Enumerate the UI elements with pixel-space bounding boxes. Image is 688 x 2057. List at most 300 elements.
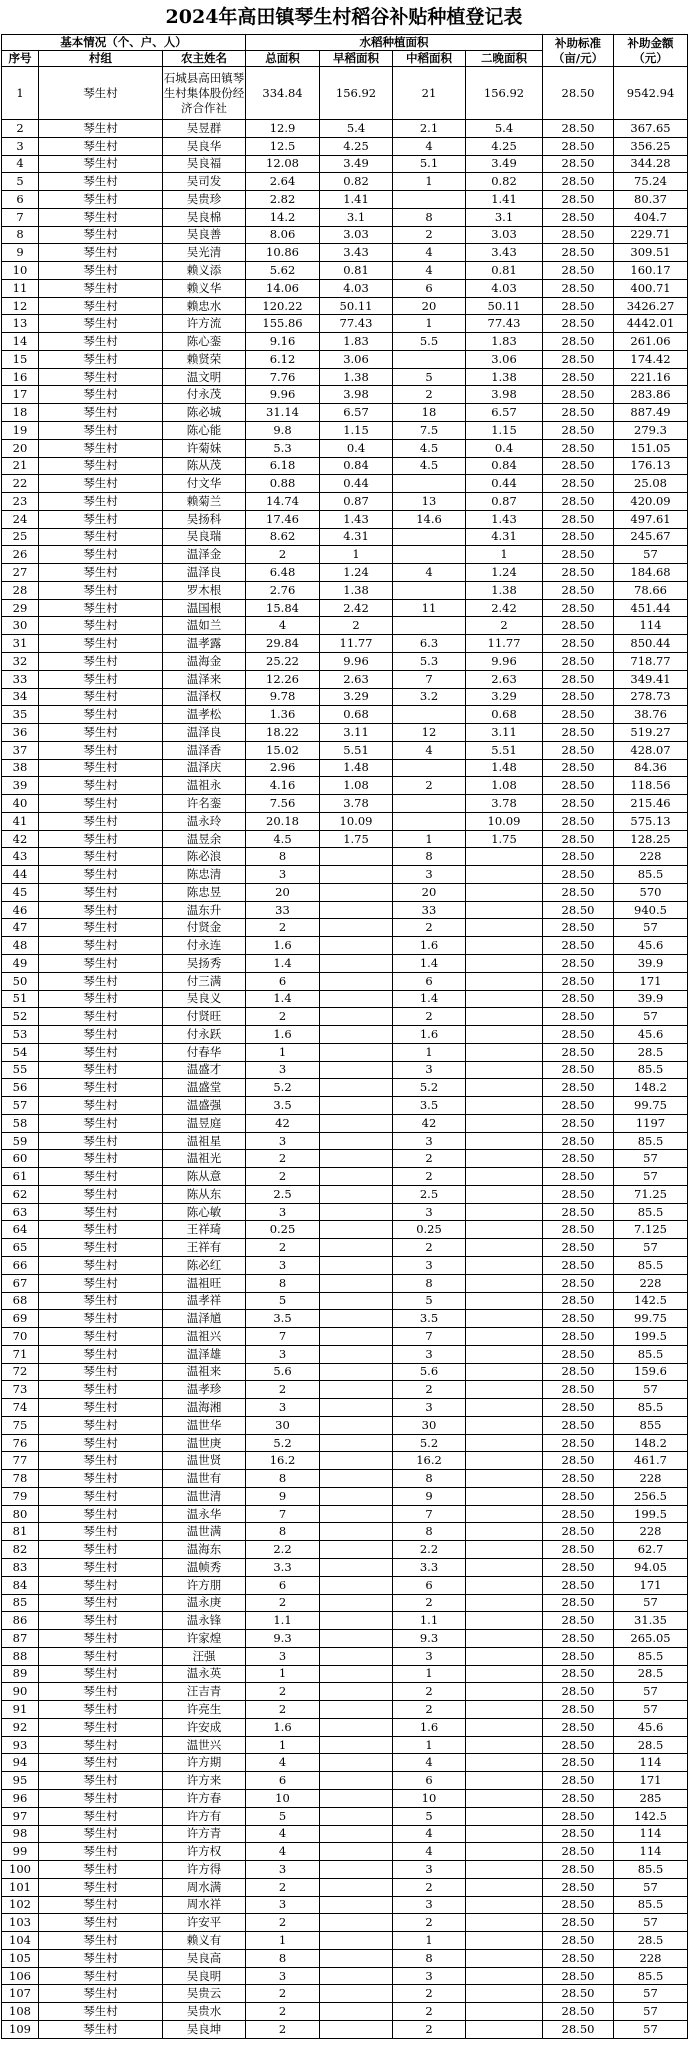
cell-mid-area: 3 bbox=[393, 1061, 466, 1079]
table-row bbox=[2, 1487, 688, 1505]
cell-early-area: 5.4 bbox=[320, 120, 393, 138]
cell-no: 61 bbox=[2, 1168, 39, 1186]
cell-subsidy-amount: 118.56 bbox=[614, 777, 688, 795]
cell-late-area bbox=[466, 1185, 543, 1203]
cell-farmer-name: 温孝祥 bbox=[163, 1292, 246, 1310]
cell-early-area: 3.98 bbox=[320, 386, 393, 404]
cell-group: 琴生村 bbox=[39, 635, 163, 653]
cell-subsidy-standard: 28.50 bbox=[543, 546, 614, 564]
cell-subsidy-amount: 283.86 bbox=[614, 386, 688, 404]
cell-late-area: 2.42 bbox=[466, 599, 543, 617]
cell-farmer-name: 汪强 bbox=[163, 1647, 246, 1665]
cell-group: 琴生村 bbox=[39, 564, 163, 582]
cell-farmer-name: 温世满 bbox=[163, 1523, 246, 1541]
cell-late-area: 4.03 bbox=[466, 279, 543, 297]
cell-no: 46 bbox=[2, 901, 39, 919]
cell-total-area: 30 bbox=[246, 1416, 320, 1434]
cell-mid-area: 5.1 bbox=[393, 155, 466, 173]
cell-total-area: 2 bbox=[246, 2003, 320, 2021]
cell-mid-area: 2 bbox=[393, 1914, 466, 1932]
cell-total-area: 6 bbox=[246, 972, 320, 990]
cell-group: 琴生村 bbox=[39, 244, 163, 262]
cell-total-area: 3 bbox=[246, 866, 320, 884]
cell-mid-area: 9.3 bbox=[393, 1630, 466, 1648]
table-row bbox=[2, 1932, 688, 1950]
cell-subsidy-standard: 28.50 bbox=[543, 1008, 614, 1026]
cell-no: 28 bbox=[2, 581, 39, 599]
cell-subsidy-amount: 28.5 bbox=[614, 1665, 688, 1683]
cell-early-area bbox=[320, 1079, 393, 1097]
cell-group: 琴生村 bbox=[39, 1985, 163, 2003]
cell-subsidy-standard: 28.50 bbox=[543, 1541, 614, 1559]
cell-mid-area: 3.2 bbox=[393, 688, 466, 706]
cell-mid-area: 8 bbox=[393, 1523, 466, 1541]
table-row bbox=[2, 1452, 688, 1470]
cell-early-area bbox=[320, 1861, 393, 1879]
cell-total-area: 7.56 bbox=[246, 795, 320, 813]
cell-subsidy-amount: 367.65 bbox=[614, 120, 688, 138]
cell-early-area: 0.44 bbox=[320, 475, 393, 493]
cell-mid-area: 1.4 bbox=[393, 990, 466, 1008]
cell-mid-area bbox=[393, 546, 466, 564]
cell-group: 琴生村 bbox=[39, 404, 163, 422]
cell-subsidy-standard: 28.50 bbox=[543, 475, 614, 493]
cell-early-area bbox=[320, 1416, 393, 1434]
table-row bbox=[2, 1736, 688, 1754]
cell-total-area: 120.22 bbox=[246, 297, 320, 315]
cell-group: 琴生村 bbox=[39, 1754, 163, 1772]
cell-group: 琴生村 bbox=[39, 2003, 163, 2021]
cell-no: 71 bbox=[2, 1345, 39, 1363]
cell-late-area bbox=[466, 1861, 543, 1879]
cell-total-area: 4.16 bbox=[246, 777, 320, 795]
cell-early-area bbox=[320, 990, 393, 1008]
cell-mid-area: 4 bbox=[393, 262, 466, 280]
cell-mid-area: 4 bbox=[393, 741, 466, 759]
cell-group: 琴生村 bbox=[39, 1523, 163, 1541]
cell-group: 琴生村 bbox=[39, 1914, 163, 1932]
cell-subsidy-amount: 261.06 bbox=[614, 333, 688, 351]
cell-late-area bbox=[466, 919, 543, 937]
cell-late-area bbox=[466, 1487, 543, 1505]
cell-subsidy-standard: 28.50 bbox=[543, 493, 614, 511]
cell-group: 琴生村 bbox=[39, 741, 163, 759]
cell-group: 琴生村 bbox=[39, 1363, 163, 1381]
cell-mid-area: 3 bbox=[393, 1896, 466, 1914]
cell-farmer-name: 温泽庆 bbox=[163, 759, 246, 777]
cell-subsidy-amount: 84.36 bbox=[614, 759, 688, 777]
cell-subsidy-amount: 85.5 bbox=[614, 1203, 688, 1221]
cell-early-area bbox=[320, 1221, 393, 1239]
cell-mid-area: 2 bbox=[393, 1239, 466, 1257]
cell-late-area bbox=[466, 2020, 543, 2038]
cell-group: 琴生村 bbox=[39, 208, 163, 226]
cell-subsidy-standard: 28.50 bbox=[543, 848, 614, 866]
cell-early-area bbox=[320, 1807, 393, 1825]
cell-subsidy-amount: 62.7 bbox=[614, 1541, 688, 1559]
cell-mid-area: 2 bbox=[393, 1168, 466, 1186]
cell-subsidy-standard: 28.50 bbox=[543, 279, 614, 297]
cell-farmer-name: 付贤金 bbox=[163, 919, 246, 937]
table-row bbox=[2, 866, 688, 884]
table-row bbox=[2, 1114, 688, 1132]
cell-farmer-name: 温永玲 bbox=[163, 812, 246, 830]
cell-subsidy-amount: 57 bbox=[614, 1168, 688, 1186]
cell-total-area: 5.6 bbox=[246, 1363, 320, 1381]
table-row bbox=[2, 795, 688, 813]
cell-subsidy-amount: 428.07 bbox=[614, 741, 688, 759]
cell-subsidy-amount: 57 bbox=[614, 1914, 688, 1932]
cell-subsidy-standard: 28.50 bbox=[543, 1168, 614, 1186]
cell-mid-area: 5.5 bbox=[393, 333, 466, 351]
cell-farmer-name: 赖义有 bbox=[163, 1932, 246, 1950]
cell-mid-area: 8 bbox=[393, 1949, 466, 1967]
cell-early-area bbox=[320, 1701, 393, 1719]
cell-total-area: 1 bbox=[246, 1736, 320, 1754]
cell-subsidy-standard: 28.50 bbox=[543, 1772, 614, 1790]
cell-mid-area: 7 bbox=[393, 670, 466, 688]
cell-subsidy-standard: 28.50 bbox=[543, 120, 614, 138]
cell-subsidy-standard: 28.50 bbox=[543, 262, 614, 280]
cell-subsidy-amount: 519.27 bbox=[614, 724, 688, 742]
cell-group: 琴生村 bbox=[39, 1292, 163, 1310]
cell-farmer-name: 吴贵水 bbox=[163, 2003, 246, 2021]
table-row bbox=[2, 1470, 688, 1488]
cell-early-area: 3.49 bbox=[320, 155, 393, 173]
cell-mid-area: 3 bbox=[393, 1399, 466, 1417]
cell-late-area bbox=[466, 1985, 543, 2003]
cell-group: 琴生村 bbox=[39, 1718, 163, 1736]
cell-subsidy-standard: 28.50 bbox=[543, 1825, 614, 1843]
cell-mid-area: 4 bbox=[393, 137, 466, 155]
cell-early-area bbox=[320, 1914, 393, 1932]
cell-farmer-name: 吴良义 bbox=[163, 990, 246, 1008]
cell-total-area: 14.2 bbox=[246, 208, 320, 226]
cell-subsidy-standard: 28.50 bbox=[543, 1487, 614, 1505]
table-row bbox=[2, 652, 688, 670]
table-row bbox=[2, 688, 688, 706]
cell-no: 21 bbox=[2, 457, 39, 475]
cell-total-area: 5.2 bbox=[246, 1434, 320, 1452]
cell-mid-area: 5 bbox=[393, 368, 466, 386]
cell-early-area bbox=[320, 1008, 393, 1026]
cell-no: 87 bbox=[2, 1630, 39, 1648]
table-row bbox=[2, 1008, 688, 1026]
cell-late-area: 0.81 bbox=[466, 262, 543, 280]
table-row bbox=[2, 1079, 688, 1097]
table-row bbox=[2, 1559, 688, 1577]
cell-subsidy-standard: 28.50 bbox=[543, 1345, 614, 1363]
table-row bbox=[2, 1718, 688, 1736]
cell-subsidy-standard: 28.50 bbox=[543, 208, 614, 226]
cell-mid-area: 2.2 bbox=[393, 1541, 466, 1559]
table-row bbox=[2, 1967, 688, 1985]
cell-no: 90 bbox=[2, 1683, 39, 1701]
cell-mid-area bbox=[393, 475, 466, 493]
cell-total-area: 1.36 bbox=[246, 706, 320, 724]
cell-early-area: 3.43 bbox=[320, 244, 393, 262]
cell-subsidy-amount: 279.3 bbox=[614, 422, 688, 440]
cell-late-area bbox=[466, 1168, 543, 1186]
cell-subsidy-standard: 28.50 bbox=[543, 706, 614, 724]
cell-no: 92 bbox=[2, 1718, 39, 1736]
cell-farmer-name: 许亮生 bbox=[163, 1701, 246, 1719]
cell-no: 12 bbox=[2, 297, 39, 315]
cell-subsidy-amount: 28.5 bbox=[614, 1736, 688, 1754]
cell-no: 40 bbox=[2, 795, 39, 813]
cell-subsidy-amount: 85.5 bbox=[614, 1647, 688, 1665]
cell-no: 107 bbox=[2, 1985, 39, 2003]
cell-farmer-name: 温盛堂 bbox=[163, 1079, 246, 1097]
cell-mid-area: 6 bbox=[393, 279, 466, 297]
header-subsidy-standard: 补助标准（亩/元） bbox=[543, 35, 614, 67]
cell-mid-area: 2 bbox=[393, 1008, 466, 1026]
cell-no: 80 bbox=[2, 1505, 39, 1523]
cell-late-area bbox=[466, 937, 543, 955]
cell-subsidy-standard: 28.50 bbox=[543, 1150, 614, 1168]
cell-early-area: 1.41 bbox=[320, 191, 393, 209]
cell-subsidy-amount: 221.16 bbox=[614, 368, 688, 386]
cell-subsidy-standard: 28.50 bbox=[543, 137, 614, 155]
cell-mid-area: 1 bbox=[393, 315, 466, 333]
cell-farmer-name: 温帧秀 bbox=[163, 1559, 246, 1577]
cell-late-area: 3.06 bbox=[466, 350, 543, 368]
cell-subsidy-amount: 171 bbox=[614, 972, 688, 990]
cell-farmer-name: 陈从东 bbox=[163, 1185, 246, 1203]
cell-farmer-name: 赖义华 bbox=[163, 279, 246, 297]
cell-early-area: 3.03 bbox=[320, 226, 393, 244]
table-row bbox=[2, 1363, 688, 1381]
cell-subsidy-standard: 28.50 bbox=[543, 1434, 614, 1452]
cell-group: 琴生村 bbox=[39, 1079, 163, 1097]
cell-total-area: 7 bbox=[246, 1505, 320, 1523]
cell-no: 78 bbox=[2, 1470, 39, 1488]
cell-group: 琴生村 bbox=[39, 1008, 163, 1026]
table-row bbox=[2, 1523, 688, 1541]
cell-subsidy-amount: 99.75 bbox=[614, 1097, 688, 1115]
table-row bbox=[2, 333, 688, 351]
cell-subsidy-amount: 309.51 bbox=[614, 244, 688, 262]
cell-group: 琴生村 bbox=[39, 1434, 163, 1452]
cell-subsidy-amount: 39.9 bbox=[614, 990, 688, 1008]
cell-group: 琴生村 bbox=[39, 795, 163, 813]
cell-early-area bbox=[320, 1576, 393, 1594]
cell-farmer-name: 温祖旺 bbox=[163, 1274, 246, 1292]
cell-farmer-name: 温泽香 bbox=[163, 741, 246, 759]
table-row bbox=[2, 262, 688, 280]
cell-total-area: 1.1 bbox=[246, 1612, 320, 1630]
cell-mid-area: 2 bbox=[393, 1150, 466, 1168]
table-row bbox=[2, 1185, 688, 1203]
cell-late-area bbox=[466, 1132, 543, 1150]
cell-subsidy-amount: 128.25 bbox=[614, 830, 688, 848]
cell-subsidy-standard: 28.50 bbox=[543, 599, 614, 617]
cell-subsidy-standard: 28.50 bbox=[543, 297, 614, 315]
cell-subsidy-amount: 57 bbox=[614, 2003, 688, 2021]
table-row bbox=[2, 493, 688, 511]
cell-late-area: 77.43 bbox=[466, 315, 543, 333]
cell-total-area: 3 bbox=[246, 1203, 320, 1221]
cell-late-area bbox=[466, 1736, 543, 1754]
cell-group: 琴生村 bbox=[39, 1381, 163, 1399]
cell-early-area: 3.78 bbox=[320, 795, 393, 813]
cell-subsidy-amount: 4442.01 bbox=[614, 315, 688, 333]
cell-total-area: 8 bbox=[246, 1523, 320, 1541]
cell-subsidy-amount: 114 bbox=[614, 1843, 688, 1861]
cell-farmer-name: 吴光清 bbox=[163, 244, 246, 262]
cell-late-area: 0.84 bbox=[466, 457, 543, 475]
cell-mid-area: 5.2 bbox=[393, 1434, 466, 1452]
cell-subsidy-amount: 45.6 bbox=[614, 1718, 688, 1736]
cell-late-area bbox=[466, 1026, 543, 1044]
page-title: 2024年高田镇琴生村稻谷补贴种植登记表 bbox=[165, 6, 523, 28]
cell-no: 81 bbox=[2, 1523, 39, 1541]
cell-mid-area: 1 bbox=[393, 1043, 466, 1061]
cell-group: 琴生村 bbox=[39, 368, 163, 386]
cell-no: 56 bbox=[2, 1079, 39, 1097]
cell-subsidy-amount: 451.44 bbox=[614, 599, 688, 617]
cell-mid-area: 0.25 bbox=[393, 1221, 466, 1239]
cell-late-area bbox=[466, 1523, 543, 1541]
cell-subsidy-amount: 349.41 bbox=[614, 670, 688, 688]
table-row bbox=[2, 1168, 688, 1186]
cell-late-area: 1.43 bbox=[466, 510, 543, 528]
cell-subsidy-amount: 171 bbox=[614, 1576, 688, 1594]
cell-group: 琴生村 bbox=[39, 1168, 163, 1186]
cell-late-area: 3.43 bbox=[466, 244, 543, 262]
cell-no: 14 bbox=[2, 333, 39, 351]
cell-early-area bbox=[320, 1896, 393, 1914]
cell-early-area bbox=[320, 1878, 393, 1896]
cell-no: 70 bbox=[2, 1328, 39, 1346]
cell-farmer-name: 付文华 bbox=[163, 475, 246, 493]
cell-subsidy-standard: 28.50 bbox=[543, 901, 614, 919]
cell-late-area: 1.38 bbox=[466, 368, 543, 386]
cell-group: 琴生村 bbox=[39, 1896, 163, 1914]
cell-subsidy-amount: 57 bbox=[614, 1239, 688, 1257]
cell-group: 琴生村 bbox=[39, 652, 163, 670]
cell-no: 54 bbox=[2, 1043, 39, 1061]
cell-mid-area: 2 bbox=[393, 1985, 466, 2003]
cell-early-area: 5.51 bbox=[320, 741, 393, 759]
cell-subsidy-amount: 39.9 bbox=[614, 954, 688, 972]
cell-group: 琴生村 bbox=[39, 937, 163, 955]
cell-late-area: 9.96 bbox=[466, 652, 543, 670]
cell-mid-area: 1 bbox=[393, 1665, 466, 1683]
cell-group: 琴生村 bbox=[39, 333, 163, 351]
cell-late-area: 3.1 bbox=[466, 208, 543, 226]
cell-mid-area: 12 bbox=[393, 724, 466, 742]
cell-late-area: 3.98 bbox=[466, 386, 543, 404]
cell-subsidy-standard: 28.50 bbox=[543, 1914, 614, 1932]
cell-subsidy-standard: 28.50 bbox=[543, 244, 614, 262]
cell-subsidy-amount: 25.08 bbox=[614, 475, 688, 493]
cell-total-area: 8.06 bbox=[246, 226, 320, 244]
cell-farmer-name: 许方权 bbox=[163, 1843, 246, 1861]
cell-no: 82 bbox=[2, 1541, 39, 1559]
cell-mid-area: 1 bbox=[393, 173, 466, 191]
cell-mid-area: 8 bbox=[393, 848, 466, 866]
cell-subsidy-amount: 57 bbox=[614, 1701, 688, 1719]
cell-subsidy-standard: 28.50 bbox=[543, 1754, 614, 1772]
cell-group: 琴生村 bbox=[39, 2020, 163, 2038]
cell-mid-area: 2 bbox=[393, 1878, 466, 1896]
cell-early-area bbox=[320, 1257, 393, 1275]
cell-early-area bbox=[320, 2003, 393, 2021]
cell-mid-area: 3 bbox=[393, 866, 466, 884]
cell-late-area: 156.92 bbox=[466, 67, 543, 120]
cell-late-area bbox=[466, 1221, 543, 1239]
table-row bbox=[2, 1097, 688, 1115]
cell-late-area bbox=[466, 1416, 543, 1434]
table-body bbox=[2, 67, 688, 2039]
cell-farmer-name: 温永锋 bbox=[163, 1612, 246, 1630]
cell-late-area: 4.25 bbox=[466, 137, 543, 155]
cell-group: 琴生村 bbox=[39, 599, 163, 617]
cell-farmer-name: 吴扬科 bbox=[163, 510, 246, 528]
cell-early-area bbox=[320, 1487, 393, 1505]
table-row bbox=[2, 599, 688, 617]
cell-early-area: 1.83 bbox=[320, 333, 393, 351]
cell-farmer-name: 许方春 bbox=[163, 1789, 246, 1807]
cell-farmer-name: 许方朋 bbox=[163, 1576, 246, 1594]
cell-no: 50 bbox=[2, 972, 39, 990]
cell-group: 琴生村 bbox=[39, 848, 163, 866]
cell-no: 34 bbox=[2, 688, 39, 706]
cell-subsidy-amount: 85.5 bbox=[614, 1345, 688, 1363]
cell-late-area bbox=[466, 848, 543, 866]
cell-farmer-name: 温国根 bbox=[163, 599, 246, 617]
cell-no: 104 bbox=[2, 1932, 39, 1950]
cell-no: 99 bbox=[2, 1843, 39, 1861]
cell-subsidy-standard: 28.50 bbox=[543, 457, 614, 475]
cell-no: 43 bbox=[2, 848, 39, 866]
cell-farmer-name: 温孝珍 bbox=[163, 1381, 246, 1399]
cell-late-area bbox=[466, 1576, 543, 1594]
cell-no: 77 bbox=[2, 1452, 39, 1470]
cell-farmer-name: 赖忠水 bbox=[163, 297, 246, 315]
cell-subsidy-standard: 28.50 bbox=[543, 759, 614, 777]
cell-mid-area: 8 bbox=[393, 1274, 466, 1292]
table-row bbox=[2, 244, 688, 262]
cell-no: 23 bbox=[2, 493, 39, 511]
cell-mid-area: 8 bbox=[393, 208, 466, 226]
cell-subsidy-amount: 45.6 bbox=[614, 1026, 688, 1044]
table-row bbox=[2, 937, 688, 955]
cell-early-area bbox=[320, 1541, 393, 1559]
cell-total-area: 33 bbox=[246, 901, 320, 919]
cell-subsidy-amount: 85.5 bbox=[614, 866, 688, 884]
cell-farmer-name: 王祥琦 bbox=[163, 1221, 246, 1239]
cell-mid-area: 2 bbox=[393, 2003, 466, 2021]
cell-subsidy-amount: 57 bbox=[614, 1008, 688, 1026]
cell-total-area: 5 bbox=[246, 1292, 320, 1310]
cell-farmer-name: 吴贵云 bbox=[163, 1985, 246, 2003]
table-row bbox=[2, 919, 688, 937]
cell-subsidy-amount: 265.05 bbox=[614, 1630, 688, 1648]
cell-group: 琴生村 bbox=[39, 1772, 163, 1790]
cell-total-area: 8 bbox=[246, 848, 320, 866]
cell-farmer-name: 温泽良 bbox=[163, 724, 246, 742]
cell-subsidy-standard: 28.50 bbox=[543, 1274, 614, 1292]
table-row bbox=[2, 1221, 688, 1239]
cell-no: 31 bbox=[2, 635, 39, 653]
cell-early-area: 0.84 bbox=[320, 457, 393, 475]
cell-late-area: 1.24 bbox=[466, 564, 543, 582]
cell-subsidy-amount: 85.5 bbox=[614, 1132, 688, 1150]
cell-subsidy-standard: 28.50 bbox=[543, 315, 614, 333]
cell-total-area: 3 bbox=[246, 1345, 320, 1363]
